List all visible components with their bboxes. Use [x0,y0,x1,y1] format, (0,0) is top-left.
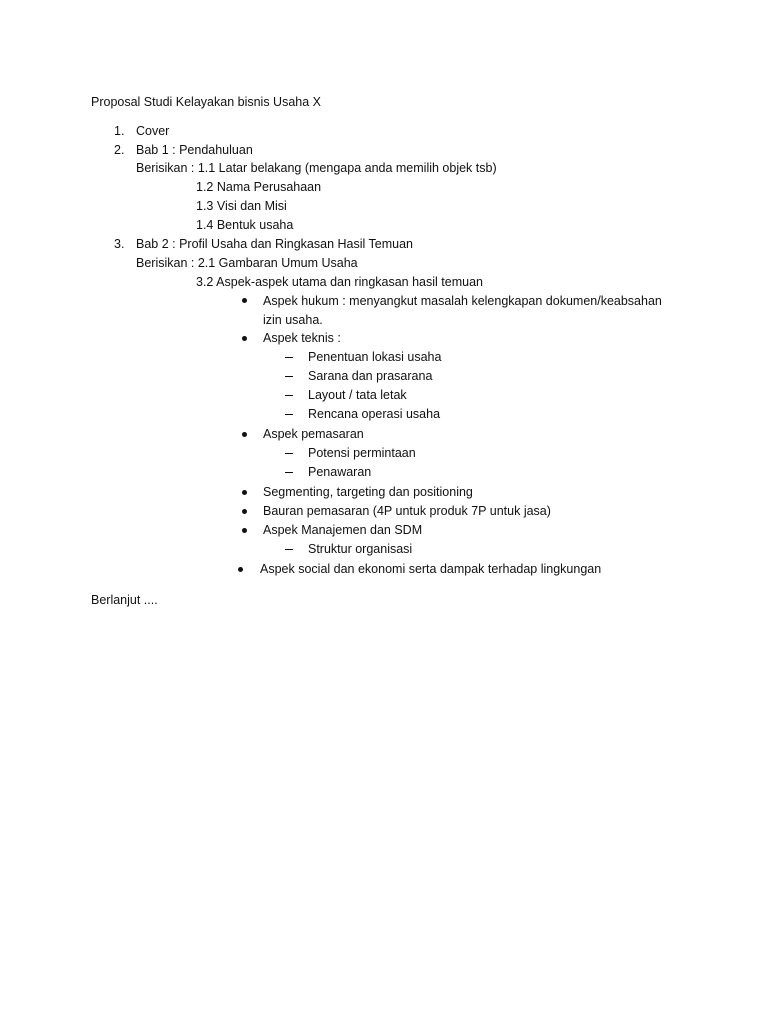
pemasaran-item: Penawaran [308,465,372,479]
dash-icon [285,472,293,473]
bullet-icon [242,509,247,514]
list-number: 2. [114,143,125,157]
bab1-sub-item: 1.4 Bentuk usaha [196,218,294,232]
dash-icon [285,414,293,415]
bab1-sub-item: 1.2 Nama Perusahaan [196,180,322,194]
bullet-icon [242,490,247,495]
dash-icon [285,395,293,396]
list-number: 3. [114,237,125,251]
bab2-sub-item: 3.2 Aspek-aspek utama dan ringkasan hasil temuan [196,275,483,289]
dash-icon [285,453,293,454]
list-item-bab2: Bab 2 : Profil Usaha dan Ringkasan Hasil Temuan [136,237,414,251]
aspek-teknis: Aspek teknis : [263,331,341,345]
aspek-hukum-cont: izin usaha. [263,313,323,327]
bullet-icon [242,298,247,303]
dash-icon [285,357,293,358]
teknis-item: Layout / tata letak [308,388,407,402]
bauran-pemasaran: Bauran pemasaran (4P untuk produk 7P untuk jasa) [263,504,551,518]
document-title: Proposal Studi Kelayakan bisnis Usaha X [91,95,321,109]
teknis-item: Sarana dan prasarana [308,369,433,383]
aspek-hukum: Aspek hukum : menyangkut masalah kelengkapan dokumen/keabsahan [263,294,662,308]
segmenting: Segmenting, targeting dan positioning [263,485,473,499]
bullet-icon [242,336,247,341]
dash-icon [285,376,293,377]
pemasaran-item: Potensi permintaan [308,446,416,460]
manajemen-item: Struktur organisasi [308,542,413,556]
bullet-icon [242,432,247,437]
aspek-social: Aspek social dan ekonomi serta dampak terhadap lingkungan [260,562,602,576]
bullet-icon [238,567,243,572]
list-item-bab1: Bab 1 : Pendahuluan [136,143,253,157]
bab1-berisikan: Berisikan : 1.1 Latar belakang (mengapa anda memilih objek tsb) [136,161,497,175]
aspek-pemasaran: Aspek pemasaran [263,427,364,441]
bab1-sub-item: 1.3 Visi dan Misi [196,199,287,213]
dash-icon [285,549,293,550]
aspek-manajemen: Aspek Manajemen dan SDM [263,523,423,537]
teknis-item: Rencana operasi usaha [308,407,441,421]
teknis-item: Penentuan lokasi usaha [308,350,442,364]
bullet-icon [242,528,247,533]
list-item-cover: Cover [136,124,170,138]
list-number: 1. [114,124,125,138]
continued-note: Berlanjut .... [91,593,158,607]
bab2-berisikan: Berisikan : 2.1 Gambaran Umum Usaha [136,256,358,270]
